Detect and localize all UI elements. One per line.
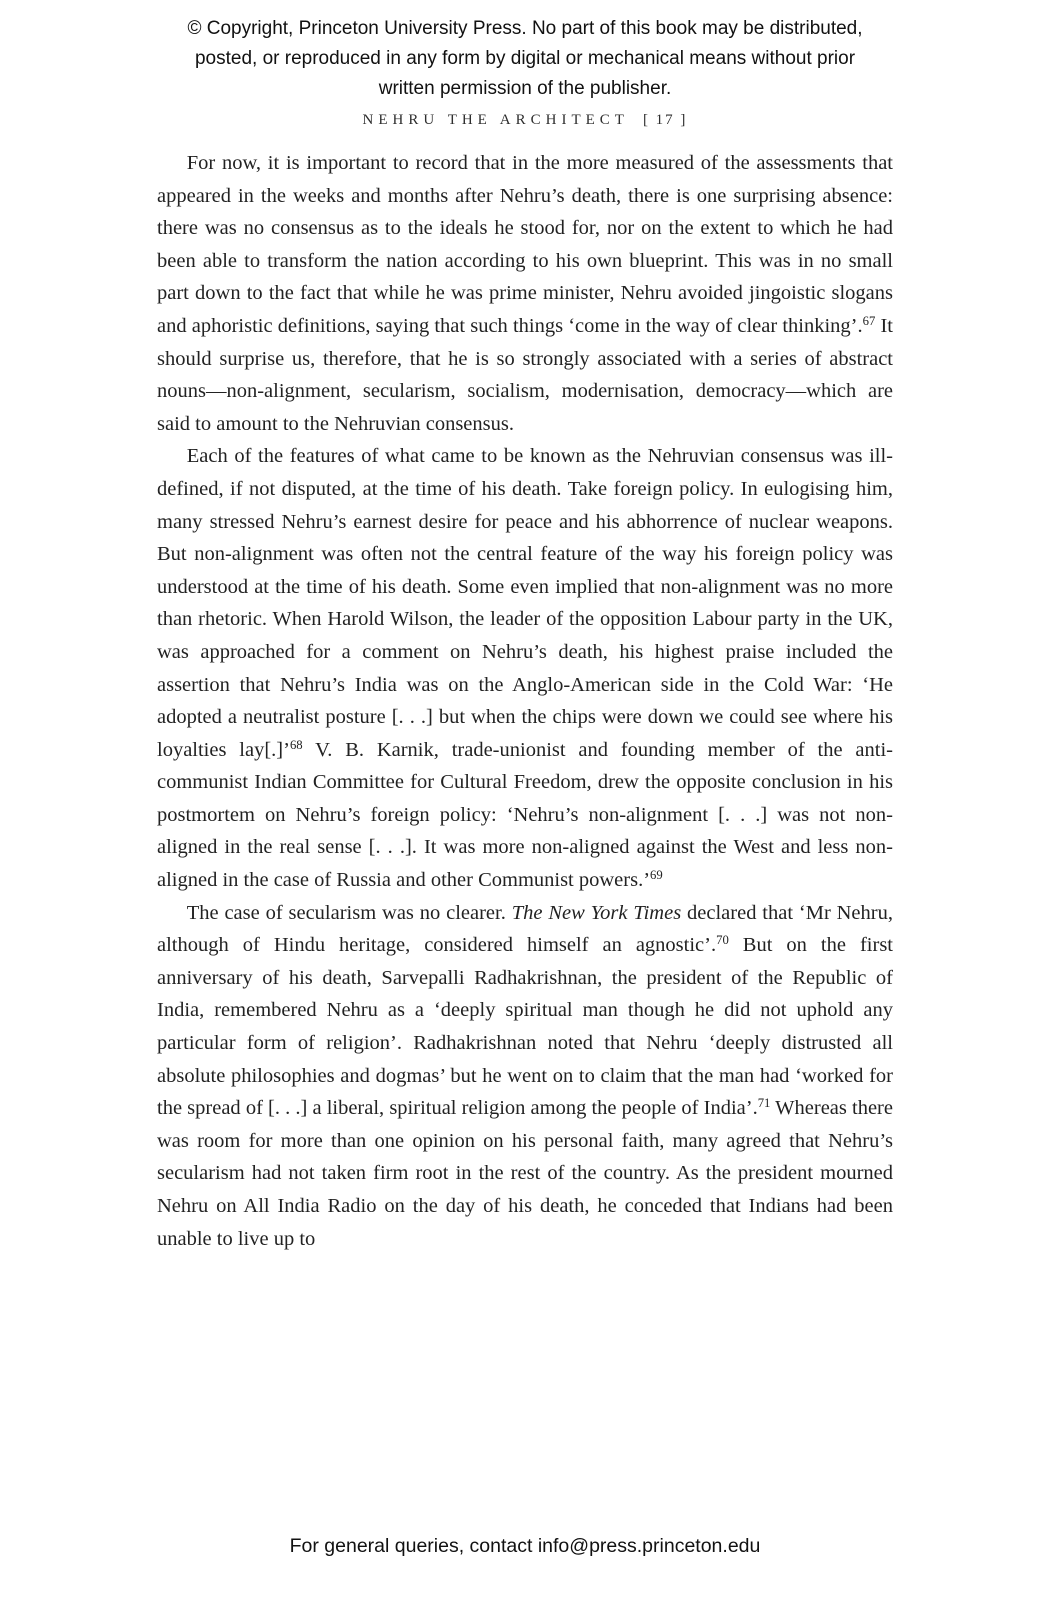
paragraph-3: The case of secularism was no clearer. The New York Times declared that ‘Mr Nehru, although of Hindu heritage, considered himself an agnostic’.$^{70}$ But on the first anniversary of his death, Sarvepalli Radhakrishnan, the president of the Republic of India, remembered Nehru as a ‘deeply spiritual man though he did not uphold any particular form of religion’. Radhakrishnan noted that Nehru ‘deeply distrusted all absolute philosophies and dogmas’ but he went on to claim that the man had ‘worked for the spread of [. . .] a liberal, spiritual religion among the people of India’.$^{71}$ Whereas there was room for more than one opinion on his personal faith, many agreed that Nehru’s secularism had not taken firm root in the rest of the country. As the president mourned Nehru on All India Radio on the day of his death, he conceded that Indians had been unable to live up to — [157, 901, 893, 1250]
footer-contact: For general queries, contact info@press.princeton.edu — [289, 1535, 761, 1557]
body-text-block — [157, 147, 893, 1255]
paragraph-2: Each of the features of what came to be known as the Nehruvian consensus was ill-defined, if not disputed, at the time of his death. Take foreign policy. In eulogising him, many stressed Nehru’s earnest desire for peace and his abhorrence of nuclear weapons. But non-alignment was often not the central feature of the way his foreign policy was understood at the time of his death. Some even implied that non-alignment was no more than rhetoric. When Harold Wilson, the leader of the opposition Labour party in the UK, was approached for a comment on Nehru’s death, his highest praise included the assertion that Nehru’s India was on the Anglo-American side in the Cold War: ‘He adopted a neutralist posture [. . .] but when the chips were down we could see where his loyalties lay[.]’$^{68}$ V. B. Karnik, trade-unionist and founding member of the anti-communist Indian Committee for Cultural Freedom, drew the opposite conclusion in his postmortem on Nehru’s foreign policy: ‘Nehru’s non-alignment [. . .] was not non-aligned in the real sense [. . .]. It was more non-aligned against the West and less non-aligned in the case of Russia and other Communist powers.’$^{69}$ — [157, 445, 893, 892]
running-header — [0, 112, 1050, 129]
running-header-title: NEHRU THE ARCHITECT — [362, 112, 629, 128]
paragraph-1: For now, it is important to record that in the more measured of the assessments that appeared in the weeks and months after Nehru’s death, there is one surprising absence: there was no consensus as to the ideals he stood for, nor on the extent to which he had been able to transform the nation according to his own blueprint. This was in no small part down to the fact that while he was prime minister, Nehru avoided jingoistic slogans and aphoristic definitions, saying that such things ‘come in the way of clear thinking’.$^{67}$ It should surprise us, therefore, that he is so strongly associated with a series of abstract nouns—non-alignment, secularism, socialism, modernisation, democracy—which are said to amount to the Nehruvian consensus. — [157, 152, 893, 435]
running-header-page-number: [ 17 ] — [642, 112, 688, 128]
copyright-notice: © Copyright, Princeton University Press. No part of this book may be distributed, posted, or reproduced in any form by digital or mechanical means without prior written permission of the publisher. — [187, 18, 863, 99]
